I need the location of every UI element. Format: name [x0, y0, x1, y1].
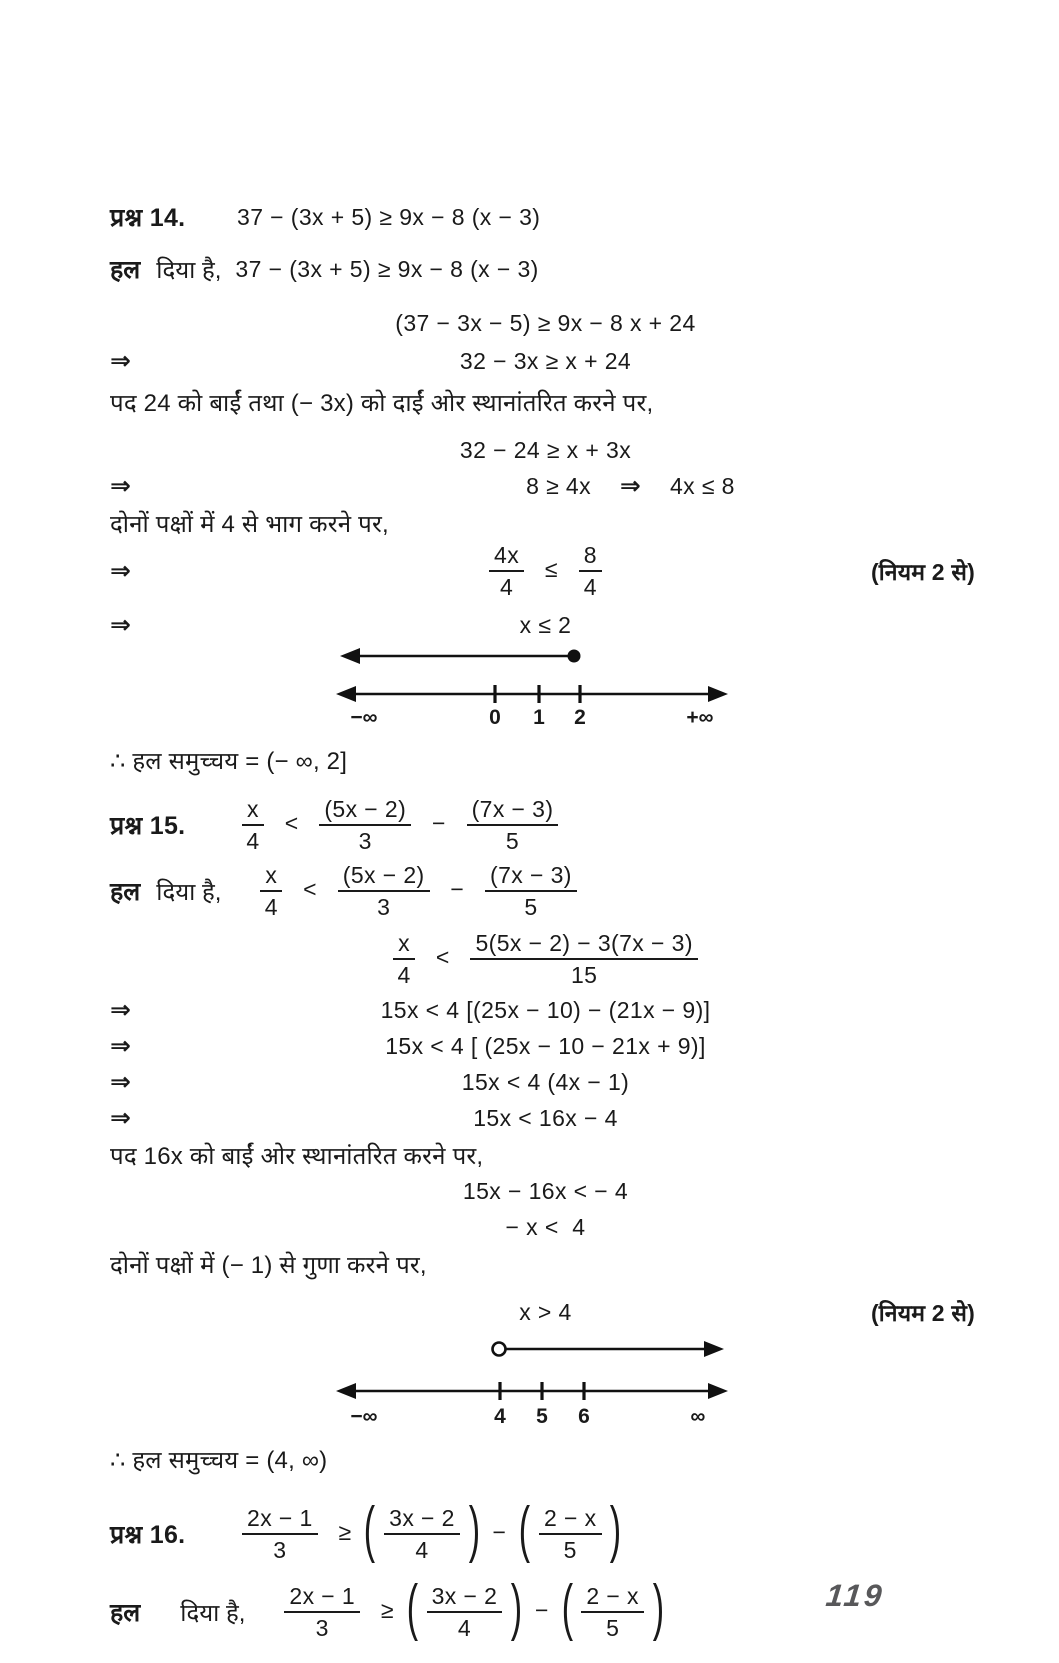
q14-step4 — [202, 471, 889, 501]
minus-symbol: − — [450, 876, 465, 903]
implies-icon: ⇒ — [110, 347, 131, 375]
relation-symbol: < — [303, 876, 317, 903]
closed-endpoint-dot — [568, 650, 581, 663]
q14-axis-line — [336, 685, 728, 703]
implies-icon: ⇒ — [110, 557, 131, 585]
implies-icon: ⇒ — [110, 1104, 131, 1132]
axis-label-0: 0 — [489, 706, 501, 728]
fraction-denominator: 4 — [457, 1615, 472, 1641]
fraction-denominator: 15 — [570, 962, 598, 988]
q15-statement-row — [110, 793, 889, 857]
implies-icon: ⇒ — [110, 611, 131, 639]
fraction-numerator: 3x − 2 — [384, 1505, 460, 1535]
fraction — [489, 542, 524, 601]
open-endpoint-dot — [493, 1343, 506, 1356]
q15-step3: 15x < 4 (4x − 1) — [461, 1068, 630, 1095]
minus-symbol: − — [534, 1597, 549, 1624]
fraction — [427, 1583, 503, 1642]
q14-question-label: प्रश्न 14. — [110, 204, 186, 232]
q15-step4-row — [110, 1103, 889, 1133]
fraction-numerator: 2x − 1 — [284, 1583, 360, 1613]
q15-step1: 15x < 4 [(25x − 10) − (21x − 9)] — [380, 996, 711, 1023]
q14-step4b: 4x ≤ 8 — [669, 473, 735, 499]
q15-solution-row — [110, 859, 889, 923]
fraction — [581, 1583, 644, 1642]
q14-step2: 32 − 3x ≥ x + 24 — [459, 347, 632, 374]
axis-label-1: 1 — [533, 706, 545, 728]
fraction-numerator: 4x — [489, 542, 524, 572]
fraction-denominator: 5 — [606, 1615, 620, 1641]
q15-number-line-figure — [332, 1335, 732, 1429]
q14-fraction-step-row — [110, 540, 975, 602]
fraction-denominator: 3 — [377, 894, 391, 920]
q15-combined-step — [202, 930, 889, 989]
fraction-numerator: (5x − 2) — [319, 796, 411, 826]
fraction — [393, 930, 415, 989]
fraction-denominator: 4 — [583, 574, 597, 600]
arrowhead-left-icon — [340, 648, 360, 664]
q14-step3: 32 − 24 ≥ x + 3x — [459, 436, 632, 463]
q14-step4-row — [110, 471, 889, 501]
fraction — [470, 930, 697, 989]
q14-step1-row — [110, 308, 889, 338]
q16-solution-row — [110, 1573, 889, 1646]
q16-question-label: प्रश्न 16. — [110, 1521, 186, 1549]
fraction-numerator: 2 − x — [581, 1583, 644, 1613]
q15-multiply-text-row — [110, 1248, 889, 1281]
implies-icon: ⇒ — [110, 996, 131, 1024]
fraction — [338, 862, 430, 921]
rule-note: (नियम 2 से) — [870, 559, 975, 585]
axis-label-pos-infinity: ∞ — [690, 1405, 706, 1428]
q14-transfer-text: पद 24 को बाईं तथा (− 3x) को दाईं ओर स्थानांतरित करने पर, — [110, 390, 654, 417]
q15-multiply-text: दोनों पक्षों में (− 1) से गुणा करने पर, — [110, 1252, 427, 1279]
q14-result: x ≤ 2 — [519, 611, 572, 638]
q14-divide-text-row — [110, 507, 889, 540]
q14-conclusion: ∴ हल समुच्चय = (− ∞, 2] — [110, 748, 348, 775]
q14-transfer-text-row — [110, 386, 889, 419]
q14-step1: (37 − 3x − 5) ≥ 9x − 8 x + 24 — [395, 309, 696, 336]
fraction — [319, 796, 411, 855]
q14-given-expression: 37 − (3x + 5) ≥ 9x − 8 (x − 3) — [235, 255, 539, 282]
q15-combined-fraction-row — [110, 929, 889, 989]
q15-axis-line — [336, 1382, 728, 1400]
fraction — [485, 862, 577, 921]
q14-given-prefix: दिया है, — [156, 256, 222, 284]
q15-solution-label: हल — [110, 878, 141, 906]
axis-label-4: 4 — [494, 1405, 506, 1428]
q15-given-expression — [255, 862, 581, 921]
q14-statement: 37 − (3x + 5) ≥ 9x − 8 (x − 3) — [237, 203, 541, 230]
fraction-denominator: 3 — [358, 828, 372, 854]
fraction-denominator: 5 — [524, 894, 538, 920]
axis-label-neg-infinity: −∞ — [350, 1405, 378, 1428]
q15-step2: 15x < 4 [ (25x − 10 − 21x + 9)] — [385, 1032, 706, 1059]
implies-icon: ⇒ — [110, 1032, 131, 1060]
arrowhead-right-icon — [708, 1383, 728, 1399]
q14-statement-row — [110, 200, 889, 234]
q14-solution-ray — [340, 648, 581, 664]
axis-label-2: 2 — [574, 706, 586, 728]
relation-symbol: ≥ — [338, 1519, 352, 1546]
q15-solution-ray — [493, 1341, 725, 1357]
q14-number-line-figure — [332, 642, 732, 728]
arrowhead-left-icon — [336, 686, 356, 702]
fraction-numerator: 3x − 2 — [427, 1583, 503, 1613]
q14-step4a: 8 ≥ 4x — [526, 473, 592, 499]
q15-step5: 15x − 16x < − 4 — [462, 1177, 629, 1204]
q14-conclusion-row — [110, 744, 889, 777]
fraction — [260, 862, 282, 921]
minus-symbol: − — [431, 810, 446, 837]
arrowhead-right-icon — [704, 1341, 724, 1357]
fraction-numerator: 2x − 1 — [242, 1505, 318, 1535]
q15-statement — [237, 796, 563, 855]
fraction-numerator: 2 − x — [539, 1505, 602, 1535]
fraction-numerator: x — [260, 862, 282, 892]
axis-label-5: 5 — [536, 1405, 548, 1428]
fraction-numerator: x — [393, 930, 415, 960]
fraction-denominator: 5 — [505, 828, 520, 854]
axis-label-neg-infinity: −∞ — [350, 706, 378, 728]
fraction-numerator: 5(5x − 2) − 3(7x − 3) — [470, 930, 697, 960]
implies-icon: ⇒ — [110, 1068, 131, 1096]
q15-result-row — [110, 1297, 975, 1327]
q14-result-row — [110, 610, 889, 640]
fraction — [579, 542, 602, 601]
fraction-numerator: (5x − 2) — [338, 862, 430, 892]
fraction-numerator: (7x − 3) — [485, 862, 577, 892]
q14-fraction-step — [202, 542, 889, 601]
fraction-denominator: 4 — [264, 894, 278, 920]
fraction — [242, 1505, 318, 1564]
q14-divide-text: दोनों पक्षों में 4 से भाग करने पर, — [110, 511, 389, 538]
q15-result: x > 4 — [519, 1298, 572, 1325]
q16-solution-label: हल — [110, 1599, 141, 1627]
fraction-denominator: 4 — [397, 962, 411, 988]
axis-label-pos-infinity: +∞ — [686, 706, 714, 728]
fraction — [284, 1583, 360, 1642]
q15-question-label: प्रश्न 15. — [110, 812, 186, 840]
implies-icon: ⇒ — [110, 472, 131, 500]
arrowhead-left-icon — [336, 1383, 356, 1399]
q15-step6-row — [110, 1212, 889, 1242]
q15-transfer-text: पद 16x को बाईं ओर स्थानांतरित करने पर, — [110, 1143, 484, 1170]
relation-symbol: < — [435, 944, 450, 971]
fraction-numerator: (7x − 3) — [467, 796, 559, 826]
q14-step3-row — [110, 435, 889, 465]
q14-solution-label: हल — [110, 256, 141, 284]
q16-statement: $\frac{2x - 1}{3}$ ≥ ( $\frac{3x - 2}{4}$ ) − ( $\frac{2 - x}{5}$ ) — [237, 1505, 618, 1564]
fraction-denominator: 4 — [415, 1537, 429, 1563]
rule-note: (नियम 2 से) — [870, 1300, 975, 1326]
fraction — [384, 1505, 460, 1564]
fraction-denominator: 4 — [246, 828, 260, 854]
q14-solution-row — [110, 252, 889, 286]
fraction — [467, 796, 559, 855]
q15-transfer-text-row — [110, 1139, 889, 1172]
q15-step6: − x < 4 — [505, 1213, 586, 1240]
page-number: 119 — [824, 1578, 887, 1613]
relation-symbol: ≤ — [544, 556, 558, 583]
q15-step5-row — [110, 1176, 889, 1206]
q15-step1-row — [110, 995, 889, 1025]
q15-step4: 15x < 16x − 4 — [473, 1104, 618, 1131]
q14-step2-row — [110, 346, 889, 376]
fraction-denominator: 5 — [563, 1537, 577, 1563]
implies-icon: ⇒ — [619, 472, 642, 500]
q15-conclusion: ∴ हल समुच्चय = (4, ∞) — [110, 1447, 328, 1474]
q15-step3-row — [110, 1067, 889, 1097]
q15-conclusion-row — [110, 1443, 889, 1476]
relation-symbol: < — [284, 810, 299, 837]
q16-given-expression: $\frac{2x - 1}{3}$ ≥ ( $\frac{3x - 2}{4}$ ) − ( $\frac{2 - x}{5}$ ) — [279, 1583, 660, 1642]
fraction-denominator: 4 — [499, 574, 514, 600]
q15-given-prefix: दिया है, — [156, 878, 222, 906]
fraction-denominator: 3 — [315, 1615, 329, 1641]
axis-label-6: 6 — [578, 1405, 590, 1428]
relation-symbol: ≥ — [380, 1597, 394, 1624]
q16-given-prefix: दिया है, — [180, 1599, 246, 1627]
minus-symbol: − — [492, 1519, 507, 1546]
arrowhead-right-icon — [708, 686, 728, 702]
fraction-numerator: x — [242, 796, 264, 826]
fraction-denominator: 3 — [273, 1537, 287, 1563]
fraction-numerator: 8 — [579, 542, 602, 572]
q15-step2-row — [110, 1031, 889, 1061]
q16-statement-row — [110, 1495, 889, 1568]
fraction — [539, 1505, 602, 1564]
fraction — [242, 796, 264, 855]
